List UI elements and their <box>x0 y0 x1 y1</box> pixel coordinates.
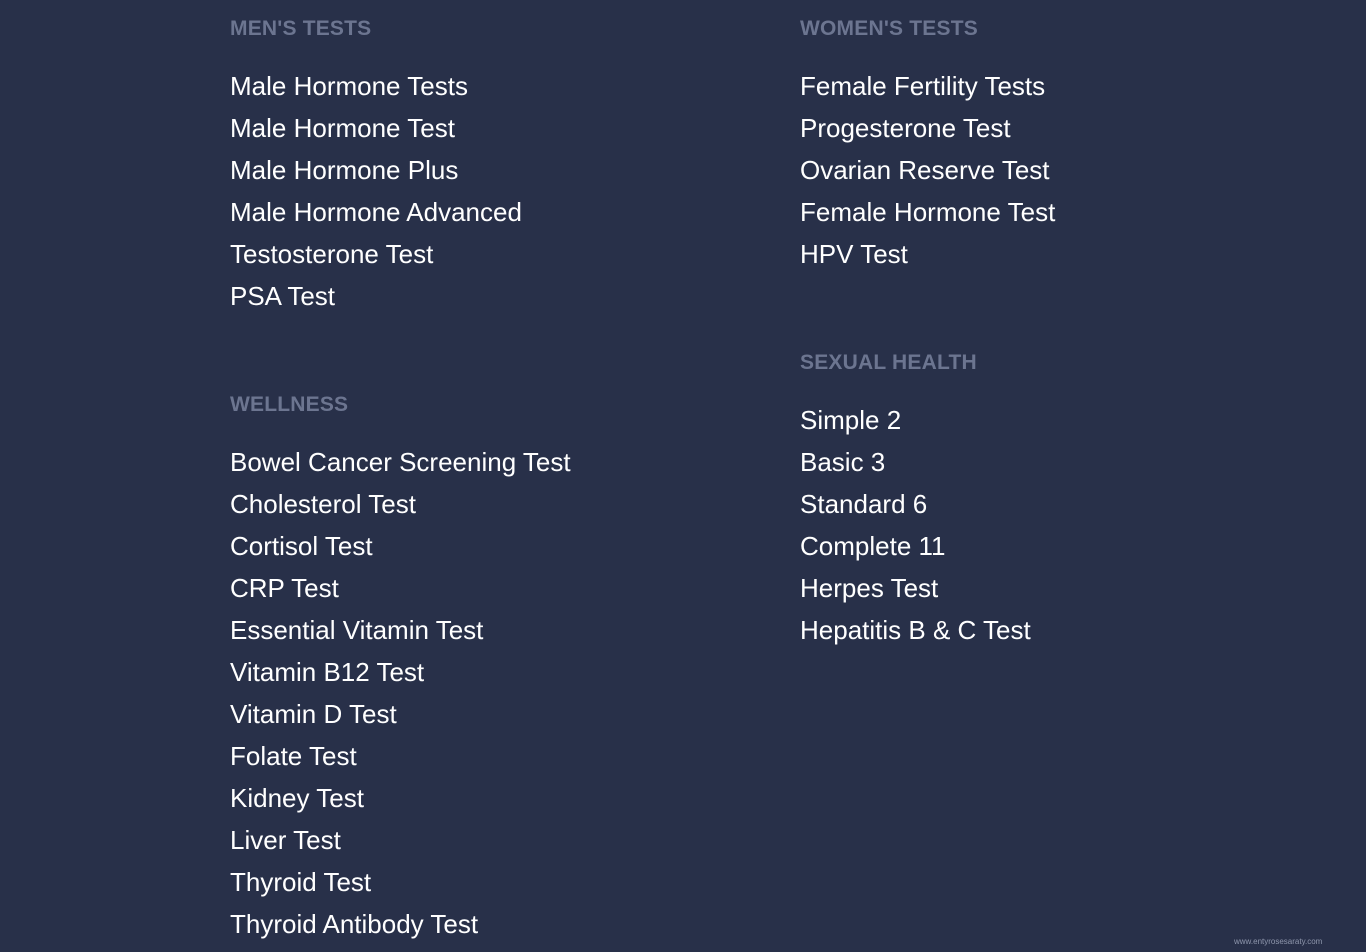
section-heading: SEXUAL HEALTH <box>800 351 977 374</box>
link-text[interactable]: Essential Vitamin Test <box>230 615 484 645</box>
link-text[interactable]: Complete 11 <box>800 531 946 561</box>
link-testosterone-test[interactable] <box>230 233 522 275</box>
link-text[interactable]: Cholesterol Test <box>230 489 416 519</box>
link-standard-6[interactable] <box>800 483 1031 525</box>
link-female-hormone-test[interactable] <box>800 191 1055 233</box>
link-hepatitis-b-c-test[interactable] <box>800 609 1031 651</box>
link-kidney-test[interactable] <box>230 777 571 819</box>
link-text[interactable]: Vitamin B12 Test <box>230 657 425 687</box>
link-text[interactable]: CRP Test <box>230 573 339 603</box>
link-text[interactable]: Male Hormone Tests <box>230 71 468 101</box>
link-text[interactable]: PSA Test <box>230 281 336 311</box>
link-text[interactable]: Simple 2 <box>800 405 902 435</box>
link-basic-3[interactable] <box>800 441 1031 483</box>
link-hpv-test[interactable] <box>800 233 1055 275</box>
link-text[interactable]: Kidney Test <box>230 783 364 813</box>
link-text[interactable]: Vitamin D Test <box>230 699 397 729</box>
link-thyroid-test[interactable] <box>230 861 571 903</box>
link-female-fertility-tests[interactable] <box>800 65 1055 107</box>
link-thyroid-antibody-test[interactable] <box>230 903 571 945</box>
link-text[interactable]: Basic 3 <box>800 447 886 477</box>
link-text[interactable]: Liver Test <box>230 825 341 855</box>
link-male-hormone-test[interactable] <box>230 107 522 149</box>
link-list <box>800 399 1031 651</box>
link-ovarian-reserve-test[interactable] <box>800 149 1055 191</box>
wellness-section <box>230 391 571 945</box>
link-essential-vitamin-test[interactable] <box>230 609 571 651</box>
link-text[interactable]: Thyroid Test <box>230 867 372 897</box>
link-cholesterol-test[interactable] <box>230 483 571 525</box>
link-text[interactable]: Female Fertility Tests <box>800 71 1046 101</box>
sexual-health-section <box>800 349 1031 651</box>
link-text[interactable]: Thyroid Antibody Test <box>230 909 479 939</box>
link-text[interactable]: Hepatitis B & C Test <box>800 615 1031 645</box>
link-simple-2[interactable] <box>800 399 1031 441</box>
section-heading: WELLNESS <box>230 393 349 416</box>
link-male-hormone-tests[interactable] <box>230 65 522 107</box>
link-text[interactable]: Male Hormone Plus <box>230 155 459 185</box>
link-crp-test[interactable] <box>230 567 571 609</box>
link-list <box>230 65 522 317</box>
link-liver-test[interactable] <box>230 819 571 861</box>
mens-tests-section <box>230 15 522 317</box>
link-text[interactable]: Testosterone Test <box>230 239 434 269</box>
link-text[interactable]: Bowel Cancer Screening Test <box>230 447 571 477</box>
watermark-text: www.entyrosesaraty.com <box>1234 937 1323 946</box>
link-text[interactable]: Male Hormone Test <box>230 113 455 143</box>
link-progesterone-test[interactable] <box>800 107 1055 149</box>
link-cortisol-test[interactable] <box>230 525 571 567</box>
link-text[interactable]: Male Hormone Advanced <box>230 197 522 227</box>
link-complete-11[interactable] <box>800 525 1031 567</box>
link-text[interactable]: Herpes Test <box>800 573 939 603</box>
link-bowel-cancer-screening-test[interactable] <box>230 441 571 483</box>
link-herpes-test[interactable] <box>800 567 1031 609</box>
link-vitamin-d-test[interactable] <box>230 693 571 735</box>
section-heading: WOMEN'S TESTS <box>800 17 978 40</box>
link-vitamin-b12-test[interactable] <box>230 651 571 693</box>
link-male-hormone-plus[interactable] <box>230 149 522 191</box>
link-text[interactable]: Folate Test <box>230 741 357 771</box>
link-text[interactable]: HPV Test <box>800 239 908 269</box>
link-text[interactable]: Female Hormone Test <box>800 197 1056 227</box>
section-heading: MEN'S TESTS <box>230 17 372 40</box>
link-folate-test[interactable] <box>230 735 571 777</box>
link-male-hormone-advanced[interactable] <box>230 191 522 233</box>
link-list <box>800 65 1055 275</box>
link-psa-test[interactable] <box>230 275 522 317</box>
link-text[interactable]: Ovarian Reserve Test <box>800 155 1050 185</box>
womens-tests-section <box>800 15 1055 275</box>
link-text[interactable]: Cortisol Test <box>230 531 373 561</box>
link-list <box>230 441 571 945</box>
link-text[interactable]: Standard 6 <box>800 489 928 519</box>
link-text[interactable]: Progesterone Test <box>800 113 1011 143</box>
